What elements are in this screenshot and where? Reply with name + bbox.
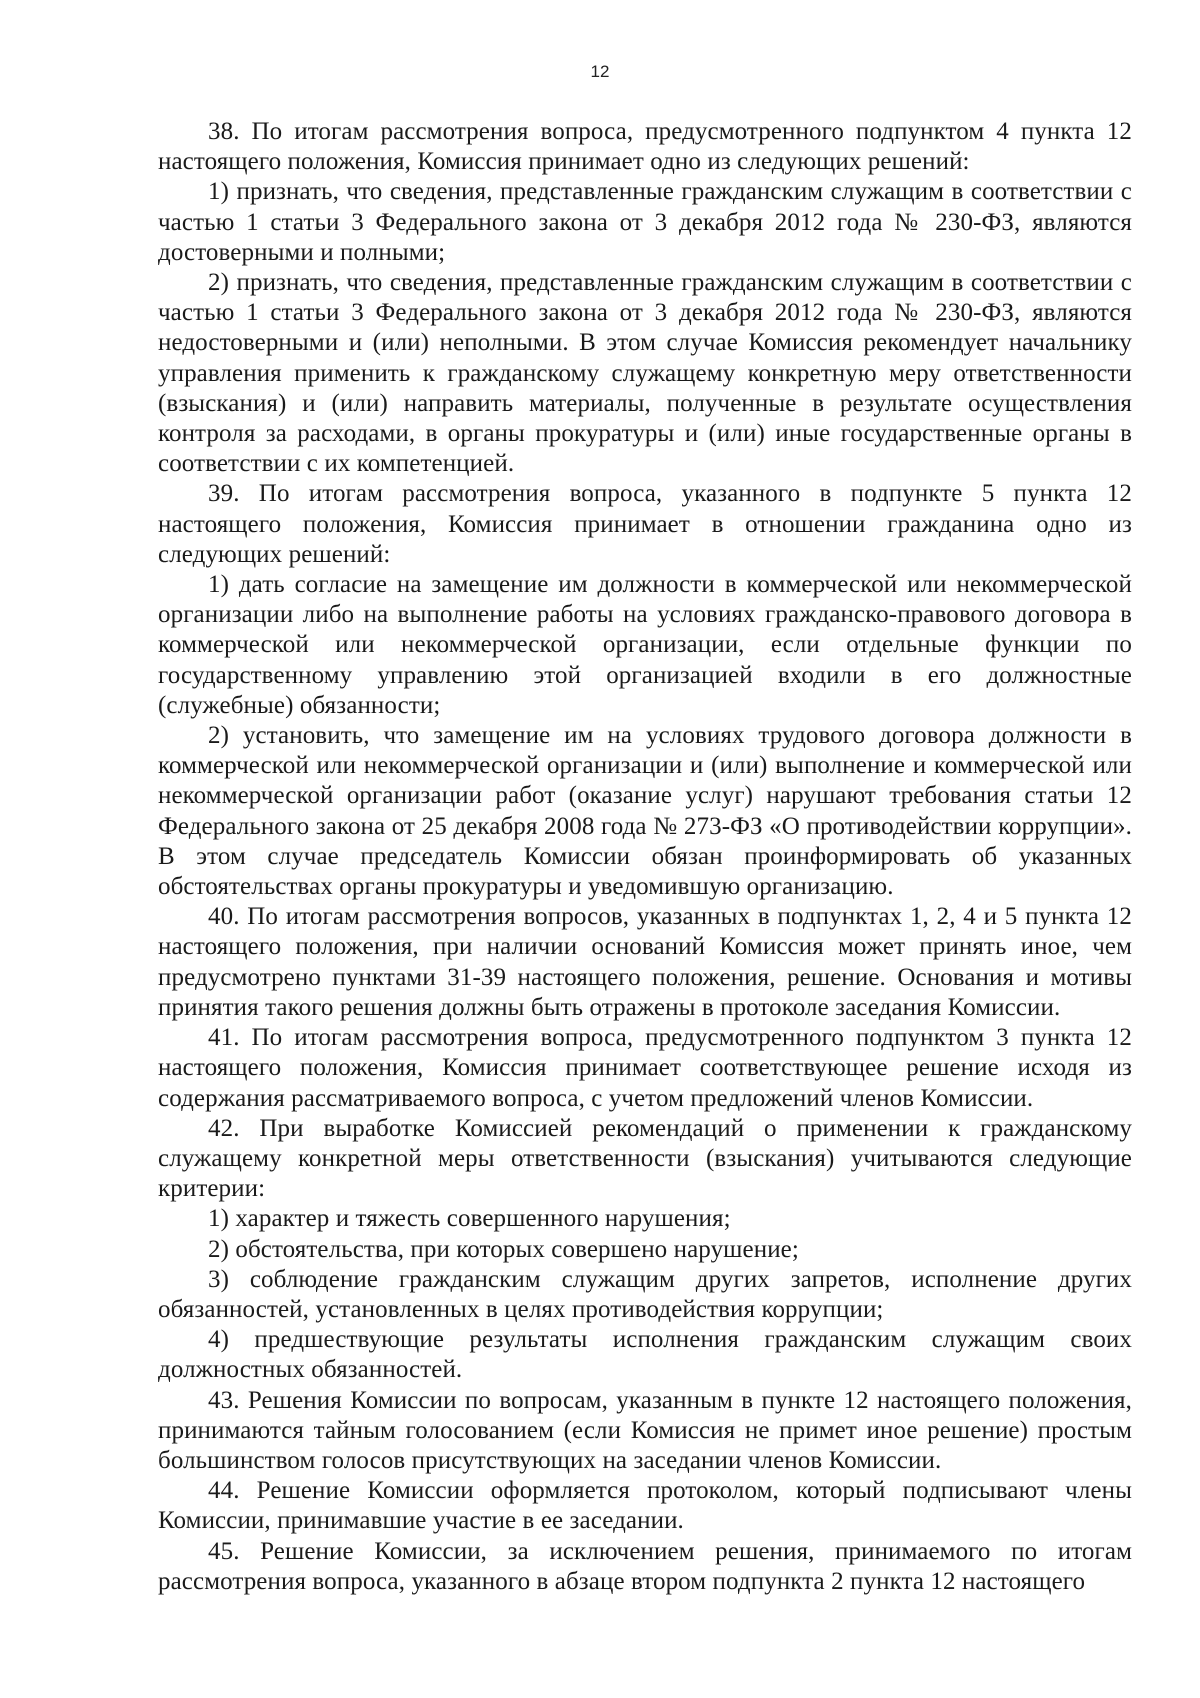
paragraph-42-item-2: 2) обстоятельства, при которых совершено нарушение; [208, 1235, 799, 1263]
paragraph-38-item-1: 1) признать, что сведения, представленные гражданским служащим в соответствии с частью 1 статьи 3 Федерального закона от 3 декабря 2012 года № 230-ФЗ, являются достоверными и полными; [158, 178, 1132, 266]
paragraph-43: 43. Решения Комиссии по вопросам, указанным в пункте 12 настоящего положения, принимаются тайным голосованием (если Комиссия не примет иное решение) простым большинством голосов присутствующих на заседании членов Комиссии. [158, 1386, 1132, 1474]
paragraph-42-item-3: 3) соблюдение гражданским служащим других запретов, исполнение других обязанностей, установленных в целях противодействия коррупции; [158, 1265, 1132, 1323]
paragraph-45: 45. Решение Комиссии, за исключением решения, принимаемого по итогам рассмотрения вопроса, указанного в абзаце втором подпункта 2 пункта 12 настоящего [158, 1537, 1132, 1595]
page-number: 12 [590, 62, 610, 81]
paragraph-42-item-4: 4) предшествующие результаты исполнения гражданским служащим своих должностных обязанностей. [158, 1326, 1132, 1384]
paragraph-42-item-1: 1) характер и тяжесть совершенного нарушения; [208, 1205, 731, 1233]
document-body [158, 117, 1132, 1597]
paragraph-38-item-2: 2) признать, что сведения, представленные гражданским служащим в соответствии с частью 1 статьи 3 Федерального закона от 3 декабря 2012 года № 230-ФЗ, являются недостоверными и (или) неполными. В этом случае Комиссия рекомендует начальнику управления применить к гражданскому служащему конкретную меру ответственности (взыскания) и (или) направить материалы, полученные в результате осуществления контроля за расходами, в органы прокуратуры и (или) иные государственные органы в соответствии с их компетенцией. [158, 269, 1132, 478]
paragraph-42: 42. При выработке Комиссией рекомендаций о применении к гражданскому служащему конкретной меры ответственности (взыскания) учитываются следующие критерии: [158, 1114, 1132, 1203]
paragraph-41: 41. По итогам рассмотрения вопроса, предусмотренного подпунктом 3 пункта 12 настоящего положения, Комиссия принимает соответствующее решение исходя из содержания рассматриваемого вопроса, с учетом предложений членов Комиссии. [158, 1024, 1132, 1112]
paragraph-38: 38. По итогам рассмотрения вопроса, предусмотренного подпунктом 4 пункта 12 настоящего положения, Комиссия принимает одно из следующих решений: [158, 118, 1132, 176]
paragraph-44: 44. Решение Комиссии оформляется протоколом, который подписывают члены Комиссии, принимавшие участие в ее заседании. [158, 1477, 1132, 1535]
paragraph-39-item-2: 2) установить, что замещение им на условиях трудового договора должности в коммерческой или некоммерческой организации и (или) выполнение и коммерческой или некоммерческой организации работ (оказание услуг) нарушают требования статьи 12 Федерального закона от 25 декабря 2008 года № 273-ФЗ «О противодействии коррупции». В этом случае председатель Комиссии обязан проинформировать об указанных обстоятельствах органы прокуратуры и уведомившую организацию. [158, 722, 1132, 901]
paragraph-39: 39. По итогам рассмотрения вопроса, указанного в подпункте 5 пункта 12 настоящего положения, Комиссия принимает в отношении гражданина одно из следующих решений: [158, 480, 1132, 568]
paragraph-39-item-1: 1) дать согласие на замещение им должности в коммерческой или некоммерческой организации либо на выполнение работы на условиях гражданско-правового договора в коммерческой или некоммерческой организации, если отдельные функции по государственному управлению этой организацией входили в его должностные (служебные) обязанности; [158, 571, 1132, 719]
paragraph-40: 40. По итогам рассмотрения вопросов, указанных в подпунктах 1, 2, 4 и 5 пункта 12 настоящего положения, при наличии оснований Комиссия может принять иное, чем предусмотрено пунктами 31-39 настоящего положения, решение. Основания и мотивы принятия такого решения должны быть отражены в протоколе заседания Комиссии. [158, 903, 1132, 1021]
